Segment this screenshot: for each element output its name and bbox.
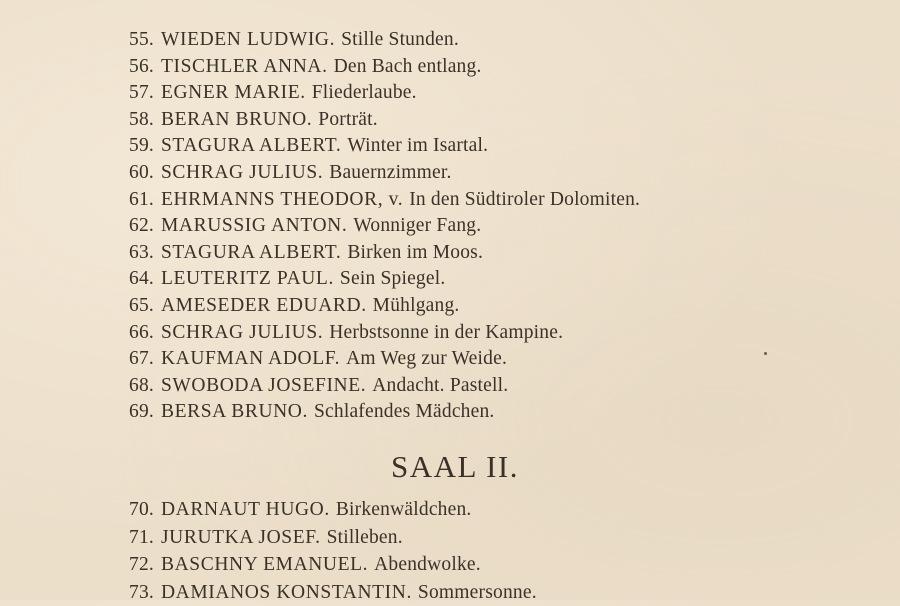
entry-number: 73.: [129, 579, 154, 606]
entry-artist: LEUTERITZ PAUL.: [161, 268, 334, 289]
entry-title: Herbstsonne in der Kampine.: [329, 322, 563, 343]
entry-number: 58.: [129, 107, 154, 134]
entry-number: 67.: [129, 346, 154, 373]
entry-title: Abendwolke.: [374, 554, 481, 575]
entry-title: Schlafendes Mädchen.: [314, 401, 495, 422]
catalog-entry: [129, 293, 640, 320]
catalog-entry: [129, 133, 640, 160]
entry-number: 57.: [129, 80, 154, 107]
entry-artist: STAGURA ALBERT.: [161, 242, 341, 263]
entry-number: 68.: [129, 373, 154, 400]
entry-artist: WIEDEN LUDWIG.: [161, 29, 335, 50]
entry-number: 64.: [129, 266, 154, 293]
entry-title: Andacht. Pastell.: [372, 375, 508, 396]
entry-number: 70.: [129, 496, 154, 524]
entry-number: 59.: [129, 133, 154, 160]
entry-artist: DAMIANOS KONSTANTIN.: [161, 582, 412, 603]
entry-artist: EGNER MARIE.: [161, 82, 306, 103]
entry-number: 61.: [129, 187, 154, 214]
catalog-entry: [129, 240, 640, 267]
section-heading-saal-2: SAAL II.: [0, 449, 900, 485]
entry-title: Stilleben.: [327, 527, 403, 548]
entry-title: Am Weg zur Weide.: [346, 348, 507, 369]
entry-title: In den Südtiroler Dolomiten.: [409, 189, 640, 210]
entry-title: Winter im Isartal.: [347, 135, 488, 156]
entry-artist: STAGURA ALBERT.: [161, 135, 341, 156]
catalog-entry: [129, 346, 640, 373]
catalog-entry: [129, 80, 640, 107]
entry-title: Mühlgang.: [373, 295, 460, 316]
entry-number: 62.: [129, 213, 154, 240]
entry-number: 56.: [129, 54, 154, 81]
entry-number: 66.: [129, 320, 154, 347]
entry-number: 72.: [129, 551, 154, 579]
entry-number: 65.: [129, 293, 154, 320]
catalog-list-saal-2: [129, 496, 537, 606]
entry-artist: MARUSSIG ANTON.: [161, 215, 347, 236]
entry-artist: SWOBODA JOSEFINE.: [161, 375, 366, 396]
catalog-entry: [129, 27, 640, 54]
entry-title: Bauernzimmer.: [329, 162, 451, 183]
entry-title: Stille Stunden.: [341, 29, 459, 50]
entry-title: Wonniger Fang.: [353, 215, 481, 236]
entry-artist: JURUTKA JOSEF.: [161, 527, 321, 548]
entry-number: 69.: [129, 399, 154, 426]
entry-artist: BERAN BRUNO.: [161, 109, 312, 130]
catalog-entry: [129, 399, 640, 426]
catalog-entry: [129, 54, 640, 81]
catalog-entry: [129, 160, 640, 187]
entry-title: Sein Spiegel.: [340, 268, 446, 289]
catalog-entry: [129, 579, 537, 606]
entry-title: Birken im Moos.: [347, 242, 483, 263]
entry-title: Den Bach entlang.: [334, 56, 482, 77]
entry-title: Birkenwäldchen.: [336, 499, 472, 520]
entry-number: 55.: [129, 27, 154, 54]
entry-number: 63.: [129, 240, 154, 267]
catalog-entry: [129, 496, 537, 524]
entry-artist: TISCHLER ANNA.: [161, 56, 328, 77]
entry-artist: DARNAUT HUGO.: [161, 499, 330, 520]
entry-artist: BERSA BRUNO.: [161, 401, 308, 422]
entry-title: Fliederlaube.: [312, 82, 417, 103]
entry-artist: SCHRAG JULIUS.: [161, 322, 323, 343]
entry-artist: SCHRAG JULIUS.: [161, 162, 323, 183]
catalog-entry: [129, 551, 537, 579]
entry-number: 60.: [129, 160, 154, 187]
catalog-entry: [129, 373, 640, 400]
catalog-list-saal-1: [129, 27, 640, 426]
paper-speck: [764, 352, 767, 355]
entry-title: Porträt.: [318, 109, 378, 130]
catalog-entry: [129, 266, 640, 293]
entry-artist: AMESEDER EDUARD.: [161, 295, 367, 316]
entry-artist: BASCHNY EMANUEL.: [161, 554, 368, 575]
catalog-entry: [129, 107, 640, 134]
entry-number: 71.: [129, 524, 154, 552]
catalog-entry: [129, 213, 640, 240]
catalog-entry: [129, 524, 537, 552]
catalog-entry: [129, 187, 640, 214]
catalog-entry: [129, 320, 640, 347]
entry-artist: EHRMANNS THEODOR, v.: [161, 189, 403, 210]
entry-title: Sommersonne.: [418, 582, 537, 603]
entry-artist: KAUFMAN ADOLF.: [161, 348, 340, 369]
